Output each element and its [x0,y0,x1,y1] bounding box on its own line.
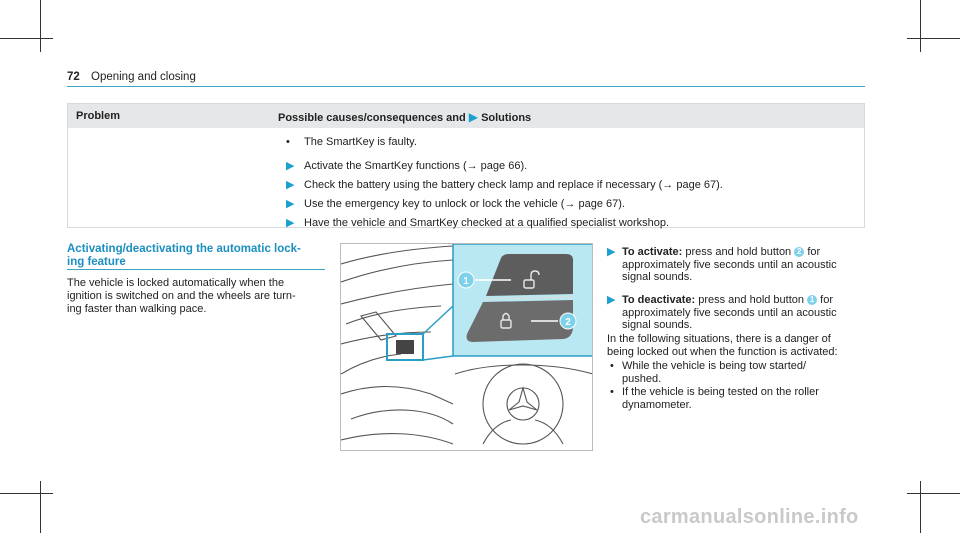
bullet-text: The SmartKey is faulty. [304,136,417,148]
bullet-icon: • [610,386,614,398]
play-arrow-icon: ▶ [468,110,478,124]
callout-1-label: 1 [463,276,469,287]
section-divider [67,269,325,270]
problem-table [67,103,865,228]
callout-1 [458,272,474,288]
figure-illustration [341,244,593,451]
page-number: 72 [67,71,80,83]
play-arrow-icon: ▶ [286,179,295,191]
column-header-problem: Problem [76,110,121,122]
bullet-text: If the vehicle is being tested on the roller [622,386,819,398]
play-arrow-icon: ▶ [286,160,295,172]
play-arrow-icon: ▶ [607,246,616,258]
callout-2 [560,313,576,329]
crop-mark [40,481,41,533]
solutions-label: Solutions [481,112,532,124]
section-name: Opening and closing [91,71,196,83]
play-arrow-icon: ▶ [286,217,295,229]
step-text: Use the emergency key to unlock or lock the vehicle (→ page 67). [304,198,625,210]
crop-mark [907,38,960,39]
paragraph-line: ing faster than walking pace. [67,303,207,315]
deactivate-label: To deactivate: [622,294,696,306]
section-title [67,243,301,269]
step-text: signal sounds. [622,319,693,331]
step-text: for [820,294,833,306]
step-text: press and hold button [685,246,792,258]
watermark: carmanualsonline.info [640,506,859,528]
table-header [68,104,864,128]
step-text: signal sounds. [622,271,693,283]
callout-badge: 1 [807,295,817,305]
column-header-causes [278,110,531,124]
step-text: approximately five seconds until an acoustic [622,258,837,271]
play-arrow-icon: ▶ [607,294,616,306]
crop-mark [40,0,41,52]
section-title-line: Activating/deactivating the automatic lock- [67,243,301,255]
crop-mark [920,481,921,533]
step-text: Check the battery using the battery check lamp and replace if necessary (→ page 67). [304,179,723,191]
step-text: for [807,246,821,258]
bullet-icon: • [286,136,290,148]
paragraph-line: being locked out when the function is activated: [607,345,838,358]
header-divider [67,86,865,87]
warning-intro [607,333,877,358]
bullet-text: dynamometer. [622,398,692,411]
step-text: Activate the SmartKey functions (→ page 66). [304,160,528,172]
paragraph-line: The vehicle is locked automatically when the [67,277,285,289]
causes-label: Possible causes/consequences and [278,112,466,124]
step-text: approximately five seconds until an acoustic [622,306,837,319]
callout-2-label: 2 [565,317,571,328]
activate-label: To activate: [622,246,683,258]
bullet-text: pushed. [622,372,662,385]
crop-mark [920,0,921,52]
page-header [67,71,196,83]
paragraph-line: ignition is switched on and the wheels are turn- [67,290,296,302]
door-lock-figure [340,243,593,451]
play-arrow-icon: ▶ [286,198,295,210]
crop-mark [907,493,960,494]
crop-mark [0,38,53,39]
bullet-text: While the vehicle is being tow started/ [622,360,807,372]
intro-paragraph [67,277,327,316]
step-text: Have the vehicle and SmartKey checked at a qualified specialist workshop. [304,217,670,229]
crop-mark [0,493,53,494]
callout-badge: 2 [794,247,804,257]
section-title-line: ing feature [67,256,126,268]
step-text: press and hold button [698,294,805,306]
bullet-icon: • [610,360,614,372]
paragraph-line: In the following situations, there is a danger of [607,333,831,345]
